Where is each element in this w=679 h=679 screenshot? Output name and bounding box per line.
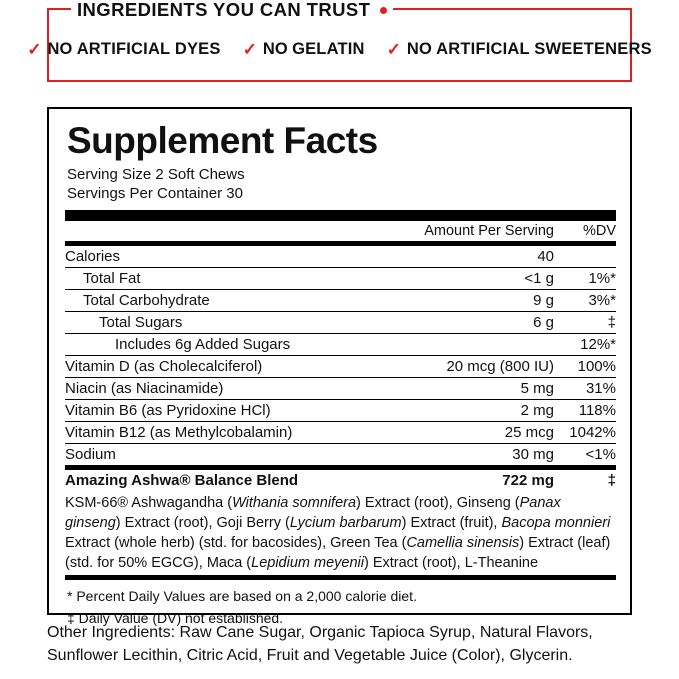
trust-banner-title-row (71, 0, 393, 21)
nutrient-name: Sodium (65, 444, 397, 466)
nutrient-dv: 12%* (554, 334, 616, 356)
nutrient-amount: 9 g (397, 290, 554, 312)
nutrient-dv: 31% (554, 378, 616, 400)
table-row (65, 422, 616, 444)
blend-name: Amazing Ashwa® Balance Blend (65, 472, 299, 490)
blend-dv: ‡ (607, 472, 616, 490)
footnote-dv-not-established: ‡ Daily Value (DV) not established. (67, 609, 284, 626)
nutrient-amount (397, 334, 554, 356)
table-row (65, 444, 616, 466)
check-icon: ✓ (27, 40, 42, 59)
blend-amount: 722 mg (502, 472, 554, 490)
nutrient-amount: <1 g (397, 268, 554, 290)
nutrient-dv: ‡ (554, 312, 616, 334)
table-header-row (65, 221, 616, 241)
trust-item (27, 40, 220, 59)
nutrient-name: Vitamin B6 (as Pyridoxine HCl) (65, 400, 397, 422)
nutrient-dv: 3%* (554, 290, 616, 312)
nutrient-name: Total Sugars (65, 312, 397, 334)
trust-banner-items (27, 40, 652, 59)
nutrient-name: Calories (65, 248, 121, 266)
nutrient-dv (554, 246, 616, 268)
trust-item (387, 40, 652, 59)
nutrient-dv: 1%* (554, 268, 616, 290)
blend-ingredient-list: KSM-66® Ashwagandha (Withania somnifera) Extract (root), Ginseng (Panax ginseng) Extract (root), Goji Berry (Lycium barbarum) Extract (fruit), Bacopa monnieri Extract (whole herb) (std. for bacosides), Green Tea (Camellia sinensis) Extract (leaf) (std. for 50% EGCG), Maca (Lepidium meyenii) Extract (root), L-Theanine (65, 495, 611, 572)
table-row (65, 470, 616, 491)
table-row (65, 290, 616, 312)
check-icon: ✓ (386, 40, 401, 59)
ingredients-trust-banner (27, 0, 652, 82)
red-dot-icon (380, 7, 387, 14)
nutrient-rows (65, 246, 616, 465)
footnote-daily-values: * Percent Daily Values are based on a 2,000 calorie diet. (67, 588, 417, 605)
nutrient-amount: 20 mcg (800 IU) (397, 356, 554, 378)
nutrient-dv: <1% (554, 444, 616, 466)
header-dv: %DV (582, 223, 616, 240)
table-row (65, 246, 616, 268)
other-ingredients: Other Ingredients: Raw Cane Sugar, Organic Tapioca Syrup, Natural Flavors, Sunflower Lecithin, Citric Acid, Fruit and Vegetable Juice (Color), Glycerin. (47, 624, 593, 664)
table-row (65, 312, 616, 334)
trust-item (243, 40, 365, 59)
supplement-facts-panel (47, 107, 632, 626)
trust-banner-title: INGREDIENTS YOU CAN TRUST (77, 0, 371, 20)
nutrient-amount: 2 mg (397, 400, 554, 422)
nutrient-amount: 25 mcg (397, 422, 554, 444)
nutrient-name: Niacin (as Niacinamide) (65, 378, 397, 400)
nutrient-dv: 100% (554, 356, 616, 378)
nutrient-name: Vitamin D (as Cholecalciferol) (65, 356, 397, 378)
table-row (65, 268, 616, 290)
nutrient-name: Total Fat (65, 268, 397, 290)
nutrient-amount: 30 mg (397, 444, 554, 466)
servings-per-container: Servings Per Container 30 (67, 185, 243, 203)
divider-thick (65, 210, 616, 221)
nutrient-amount: 5 mg (397, 378, 554, 400)
nutrient-amount: 6 g (397, 312, 554, 334)
serving-size: Serving Size 2 Soft Chews (67, 165, 245, 183)
trust-item-label: NO GELATIN (262, 40, 365, 58)
table-row (65, 400, 616, 422)
header-amount-per-serving: Amount Per Serving (424, 223, 554, 240)
table-row (65, 491, 616, 575)
nutrient-dv: 1042% (554, 422, 616, 444)
trust-item-label: NO ARTIFICIAL SWEETENERS (406, 40, 652, 58)
blend-table (65, 470, 616, 575)
check-icon: ✓ (242, 40, 257, 59)
table-row (65, 334, 616, 356)
trust-item-label: NO ARTIFICIAL DYES (47, 40, 221, 58)
table-row (65, 356, 616, 378)
nutrient-name: Total Carbohydrate (65, 290, 397, 312)
nutrient-amount: 40 (537, 248, 554, 266)
nutrient-name: Includes 6g Added Sugars (65, 334, 397, 356)
supplement-facts-table (65, 221, 616, 241)
supplement-facts-title: Supplement Facts (67, 120, 378, 161)
nutrient-name: Vitamin B12 (as Methylcobalamin) (65, 422, 397, 444)
nutrient-dv: 118% (554, 400, 616, 422)
table-row (65, 378, 616, 400)
